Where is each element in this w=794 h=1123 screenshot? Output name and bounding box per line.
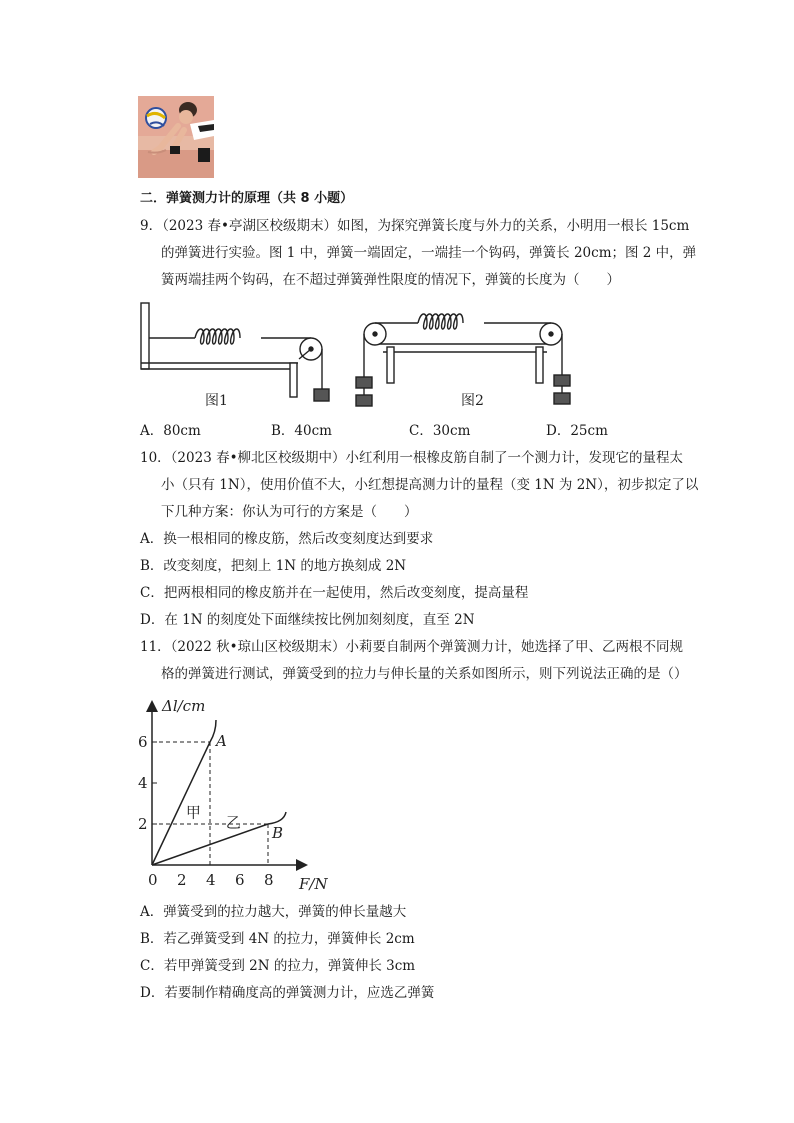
q10-text-line-2: 小（只有 1N），使用价值不大，小红想提高测力计的量程（变 1N 为 2N），初步拟定了以 (161, 477, 699, 493)
series-name-jia: 甲 (185, 803, 201, 822)
q10-text-line-3: 下几种方案：你认为可行的方案是（ ） (161, 504, 418, 520)
q11-option-b: B．若乙弹簧受到 4N 的拉力，弹簧伸长 2cm (140, 931, 415, 947)
volleyball-player-illustration (138, 96, 214, 178)
q9-option-c: C．30cm (409, 423, 471, 439)
y-tick-label: 4 (138, 774, 148, 792)
force-extension-chart (135, 688, 345, 898)
figure-1 (141, 303, 329, 401)
x-tick-label: 2 (177, 871, 187, 889)
q9-option-a: A．80cm (140, 423, 201, 439)
q11-option-c: C．若甲弹簧受到 2N 的拉力，弹簧伸长 3cm (140, 958, 416, 974)
x-tick-label: 6 (235, 871, 245, 889)
y-axis-label: Δl/cm (162, 697, 206, 715)
y-tick-label: 6 (138, 733, 148, 751)
q9-text-line-1: 9．（2023 春•亭湖区校级期末）如图，为探究弹簧长度与外力的关系，小明用一根长 15cm (140, 218, 690, 234)
q11-option-d: D．若要制作精确度高的弹簧测力计，应选乙弹簧 (140, 985, 435, 1001)
spring-figures (135, 295, 595, 415)
q10-option-a: A．换一根相同的橡皮筋，然后改变刻度达到要求 (140, 531, 434, 547)
point-label-B: B (272, 824, 284, 842)
volleyball-photo (138, 96, 214, 178)
x-tick-label: 0 (148, 871, 158, 889)
q9-text-line-3: 簧两端挂两个钩码，在不超过弹簧弹性限度的情况下，弹簧的长度为（ ） (161, 272, 620, 288)
series-line-yi (152, 824, 268, 865)
q10-option-c: C．把两根相同的橡皮筋并在一起使用，然后改变刻度，提高量程 (140, 585, 529, 601)
series-line-jia (152, 742, 210, 865)
x-axis-label: F/N (299, 875, 328, 893)
figure-1-label: 图1 (205, 393, 228, 409)
q9-option-b: B．40cm (271, 423, 332, 439)
q9-text-line-2: 的弹簧进行实验。图 1 中，弹簧一端固定，一端挂一个钩码，弹簧长 20cm；图 2 中，弹 (161, 245, 697, 261)
x-tick-label: 8 (264, 871, 274, 889)
q10-option-b: B．改变刻度，把刻上 1N 的地方换刻成 2N (140, 558, 407, 574)
q11-option-a: A．弹簧受到的拉力越大，弹簧的伸长量越大 (140, 904, 407, 920)
y-tick-label: 2 (138, 815, 148, 833)
series-name-yi: 乙 (225, 813, 241, 832)
x-tick-label: 4 (206, 871, 216, 889)
q11-text-line-2: 格的弹簧进行测试，弹簧受到的拉力与伸长量的关系如图所示，则下列说法正确的是（） (161, 666, 688, 682)
section-title: 二．弹簧测力计的原理（共 8 小题） (140, 191, 354, 206)
figure-2-label: 图2 (461, 393, 484, 409)
point-label-A: A (216, 732, 227, 750)
series-tail-yi (268, 812, 286, 824)
q10-option-d: D．在 1N 的刻度处下面继续按比例加刻刻度，直至 2N (140, 612, 475, 628)
q9-option-d: D．25cm (546, 423, 608, 439)
q11-text-line-1: 11．（2022 秋•琼山区校级期末）小莉要自制两个弹簧测力计，她选择了甲、乙两根不同规 (140, 639, 684, 655)
q10-text-line-1: 10．（2023 春•柳北区校级期中）小红利用一根橡皮筋自制了一个测力计，发现它的量程太 (140, 450, 684, 466)
